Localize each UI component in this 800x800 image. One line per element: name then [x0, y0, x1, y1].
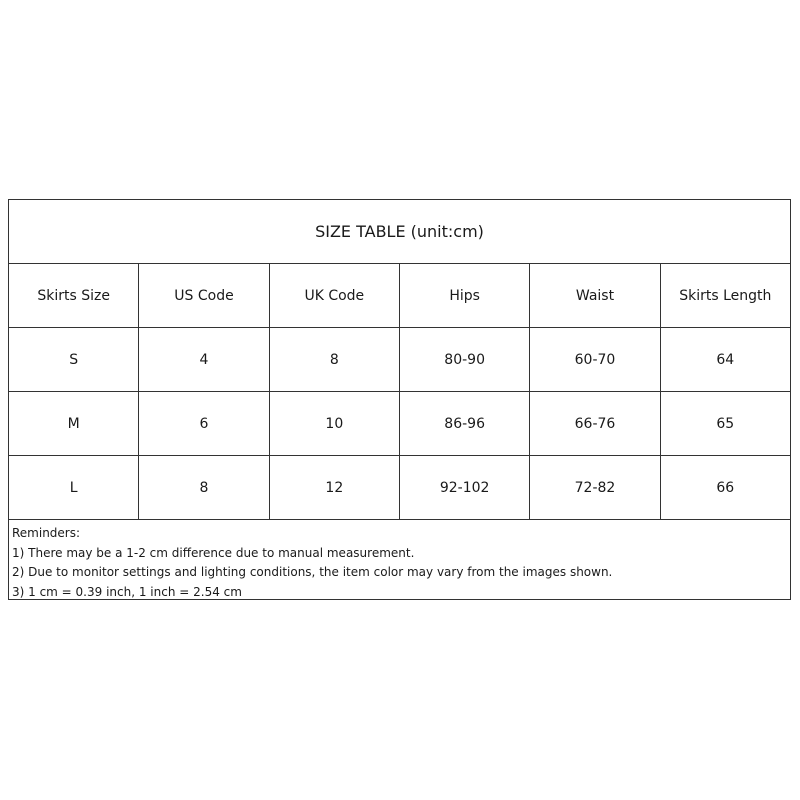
header-skirts-length: Skirts Length: [679, 287, 772, 304]
cell-length: 66: [716, 479, 735, 496]
cell-length: 65: [716, 415, 735, 432]
cell-waist: 72-82: [530, 456, 660, 519]
header-us-code: US Code: [139, 264, 269, 327]
table-row: [9, 392, 790, 456]
cell-us-code: 4: [139, 328, 269, 391]
cell-hips: 92-102: [400, 456, 530, 519]
cell-uk-code: 10: [270, 392, 400, 455]
cell-size: M: [9, 392, 139, 455]
header-row: [9, 264, 790, 328]
reminder-item: 3) 1 cm = 0.39 inch, 1 inch = 2.54 cm: [12, 584, 242, 599]
cell-waist: 66-76: [530, 392, 660, 455]
header-hips: Hips: [400, 264, 530, 327]
cell-hips: 86-96: [400, 392, 530, 455]
cell-us-code: 6: [139, 392, 269, 455]
reminders-note: [9, 520, 790, 602]
table-title: SIZE TABLE (unit:cm): [9, 200, 790, 264]
cell-waist: 60-70: [530, 328, 660, 391]
table-row: [9, 328, 790, 392]
reminder-item: 1) There may be a 1-2 cm difference due to manual measurement.: [12, 545, 415, 560]
cell-us-code: 8: [139, 456, 269, 519]
header-waist: Waist: [530, 264, 660, 327]
table-row: [9, 456, 790, 520]
header-uk-code: UK Code: [270, 264, 400, 327]
cell-uk-code: 8: [270, 328, 400, 391]
header-skirts-size: Skirts Size: [9, 264, 139, 327]
cell-size: L: [9, 456, 139, 519]
reminder-item: 2) Due to monitor settings and lighting conditions, the item color may vary from the images shown.: [12, 565, 613, 579]
cell-size: S: [9, 328, 139, 391]
size-table: [8, 199, 791, 600]
cell-length: 64: [716, 351, 735, 368]
reminders-heading: Reminders:: [12, 526, 81, 540]
cell-hips: 80-90: [400, 328, 530, 391]
cell-uk-code: 12: [270, 456, 400, 519]
